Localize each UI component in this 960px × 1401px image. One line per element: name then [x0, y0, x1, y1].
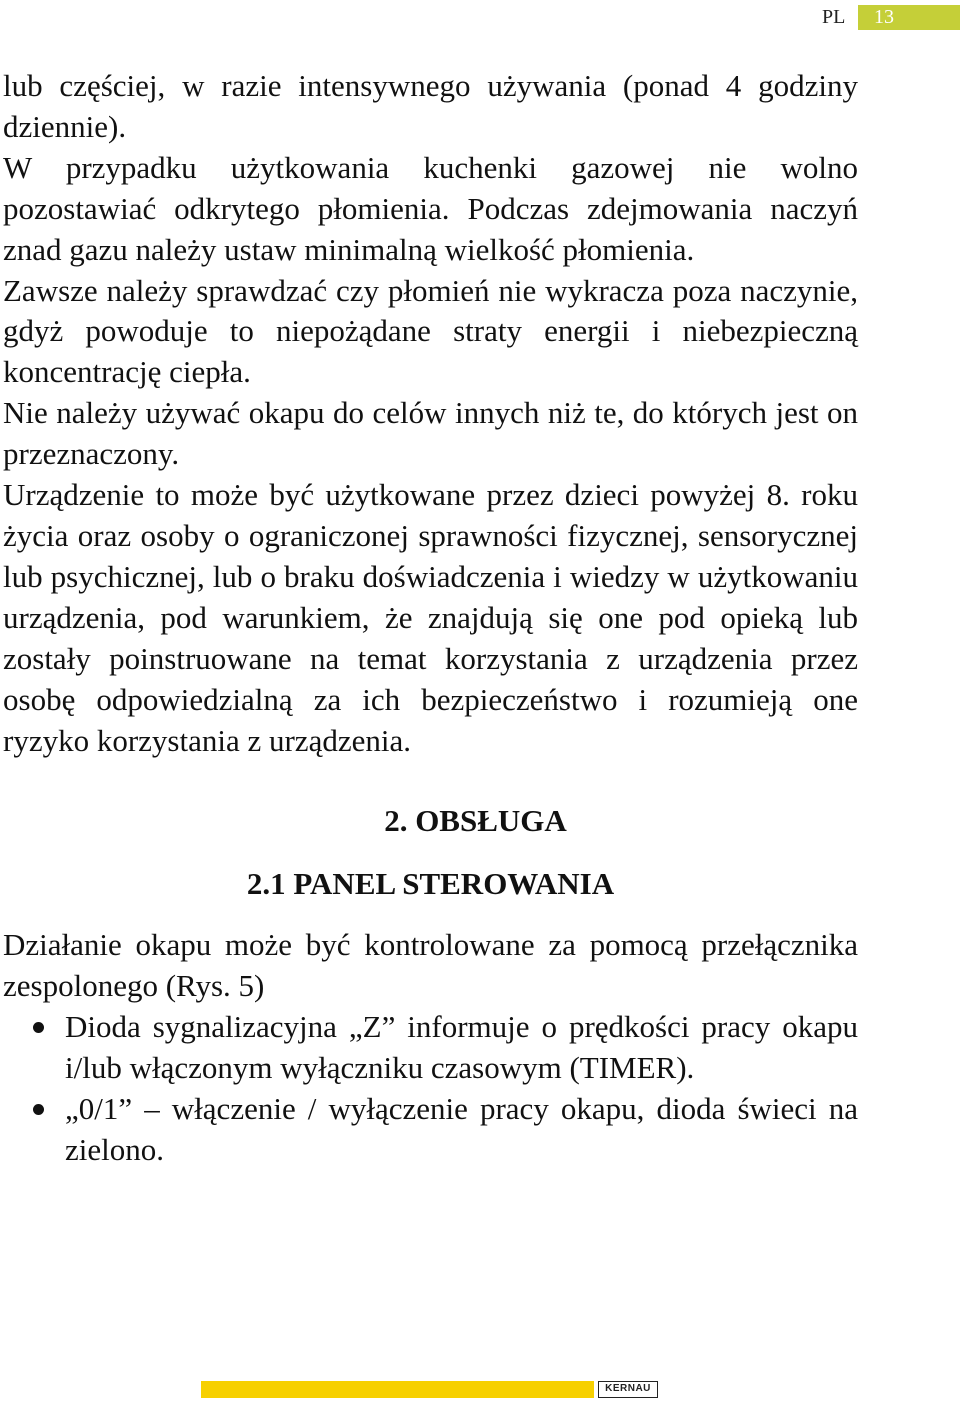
brand-logo: KERNAU: [598, 1381, 658, 1398]
section-heading: 2. OBSŁUGA: [384, 803, 567, 839]
paragraph-gas-flame: W przypadku użytkowania kuchenki gazowej nie wolno pozostawiać odkrytego płomienia. Podczas zdejmowania naczyń znad gazu należy ustaw minimalną wielkość płomienia.: [3, 149, 858, 267]
bullet-item-diode: [3, 1007, 858, 1089]
control-bullet-list: [3, 1007, 858, 1171]
bullet-text: „0/1” – włączenie / wyłączenie pracy okapu, dioda świeci na zielono.: [65, 1090, 858, 1167]
paragraph-children-safety: Urządzenie to może być użytkowane przez dzieci powyżej 8. roku życia oraz osoby o ograniczonej sprawności fizycznej, sensorycznej lub psychicznej, lub o braku doświadczenia i wiedzy w użytkowaniu urządzenia, pod warunkiem, że znajdują się one pod opieką lub zostały poinstruowane na temat korzystania z urządzenia przez osobę odpowiedzialną za ich bezpieczeństwo i rozumieją one ryzyko korzystania z urządzenia.: [3, 477, 858, 758]
bullet-dot-icon: [33, 1104, 44, 1115]
bullet-text: Dioda sygnalizacyjna „Z” informuje o prędkości pracy okapu i/lub włączonym wyłączniku czasowym (TIMER).: [65, 1009, 858, 1085]
paragraph-control-intro: Działanie okapu może być kontrolowane za pomocą przełącznika zespolonego (Rys. 5): [3, 927, 858, 1004]
paragraph-usage-frequency: lub częściej, w razie intensywnego używania (ponad 4 godziny dziennie).: [3, 68, 858, 144]
footer-accent-bar: [201, 1381, 594, 1398]
subsection-heading: 2.1 PANEL STEROWANIA: [246, 866, 615, 902]
bullet-item-power: [3, 1089, 858, 1171]
header-page-number: 13: [858, 5, 960, 30]
bullet-dot-icon: [33, 1022, 44, 1033]
paragraph-flame-check: Zawsze należy sprawdzać czy płomień nie wykracza poza naczynie, gdyż powoduje to niepożądane straty energii i niebezpieczną koncentrację ciepła.: [3, 272, 858, 390]
document-body: [3, 66, 858, 1171]
paragraph-intended-use: Nie należy używać okapu do celów innych niż te, do których jest on przeznaczony.: [3, 395, 858, 472]
header-language: PL: [822, 6, 846, 28]
